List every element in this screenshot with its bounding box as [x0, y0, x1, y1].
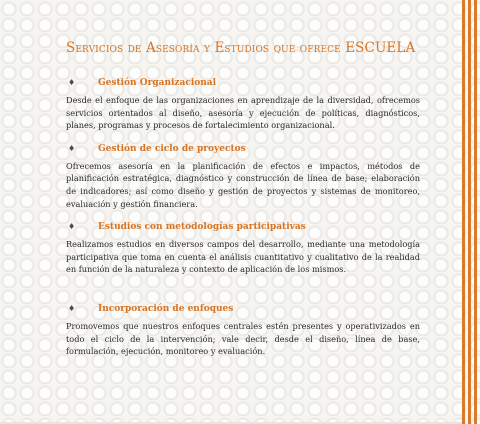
document-content: [66, 40, 420, 358]
section-header: [66, 304, 420, 320]
section-heading: Gestión de ciclo de proyectos: [98, 143, 246, 154]
section-header: [66, 222, 420, 238]
section-body: Promovemos que nuestros enfoques centrales estén presentes y operativizados en todo el ciclo de la intervención; vale decir, desde el diseño, línea de base, formulación, ejecución, monitoreo y evaluación.: [66, 320, 420, 357]
diamond-bullet-icon: ♦: [68, 222, 76, 232]
section-header: [66, 78, 420, 94]
diamond-bullet-icon: ♦: [68, 303, 76, 313]
page-title: Servicios de Asesoría y Estudios que ofrece ESCUELA: [66, 40, 416, 56]
side-bar-line: [468, 0, 471, 424]
diamond-bullet-icon: ♦: [68, 78, 76, 87]
section-heading: Incorporación de enfoques: [98, 303, 234, 314]
section-gestion-organizacional: [66, 78, 420, 132]
decorative-side-bars: [462, 0, 480, 424]
section-body: Desde el enfoque de las organizaciones en aprendizaje de la diversidad, ofrecemos servicios orientados al diseño, asesoría y ejecución de políticas, diagnósticos, planes, programas y procesos de fortalecimiento organizacional.: [66, 95, 420, 131]
section-incorporacion-enfoques: [66, 304, 420, 358]
section-metodologias-participativas: [66, 222, 420, 276]
side-bar-line: [462, 0, 465, 424]
section-body: Ofrecemos asesoría en la planificación de efectos e impactos, métodos de planificación estratégica, diagnóstico y construcción de línea de base; elaboración de indicadores; así como diseño y gestión de proyectos y sistemas de monitoreo, evaluación y gestión financiera.: [66, 160, 420, 209]
diamond-bullet-icon: ♦: [68, 143, 76, 153]
section-heading: Estudios con metodologías participativas: [98, 222, 306, 233]
side-bar-line: [474, 0, 477, 424]
section-body: Realizamos estudios en diversos campos del desarrollo, mediante una metodología participativa que toma en cuenta el análisis cuantitativo y cualitativo de la realidad en función de la naturaleza y contexto de aplicación de los mismos.: [66, 239, 420, 275]
section-ciclo-proyectos: [66, 144, 420, 210]
section-heading: Gestión Organizacional: [98, 78, 217, 88]
section-header: [66, 144, 420, 160]
